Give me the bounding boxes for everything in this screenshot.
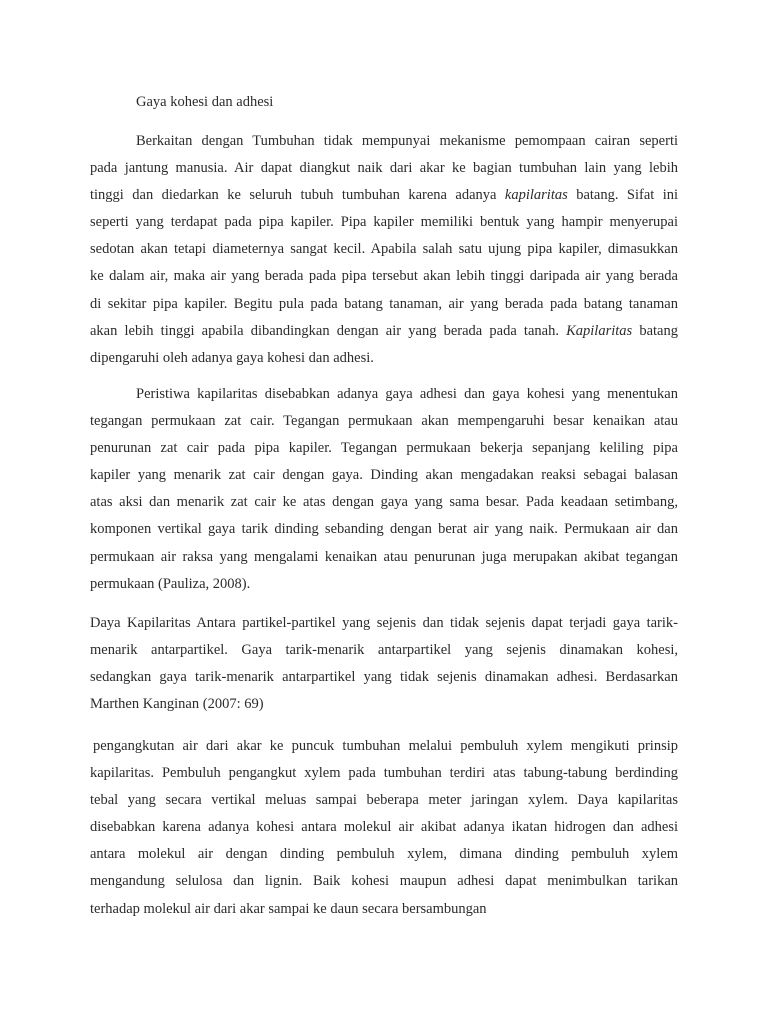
text-line: pada jantung manusia. Air dapat diangkut naik dari akar ke bagian tumbuhan lain yang lebih (90, 160, 678, 177)
paragraph-3 (90, 610, 678, 718)
text-line: menarik antarpartikel. Gaya tarik-menarik antarpartikel yang sejenis dinamakan kohesi, (90, 642, 678, 659)
text-line: pengangkutan air dari akar ke puncuk tumbuhan melalui pembuluh xylem mengikuti prinsip (93, 738, 678, 754)
text-line: sedotan akan tetapi diameternya sangat kecil. Apabila salah satu ujung pipa kapiler, dimasukkan (90, 241, 678, 258)
text-line: permukaan (Pauliza, 2008). (90, 575, 251, 592)
text-line: komponen vertikal gaya tarik dinding sebanding dengan berat air yang naik. Permukaan air dan (90, 521, 678, 538)
text-line: ke dalam air, maka air yang berada pada pipa tersebut akan lebih tinggi daripada air yang berada (90, 268, 678, 285)
paragraph-2 (90, 381, 678, 598)
text-line: mengandung selulosa dan lignin. Baik kohesi maupun adhesi dapat menimbulkan tarikan (90, 873, 678, 890)
text-line (90, 182, 678, 209)
text-line: disebabkan karena adanya kohesi antara molekul air akibat adanya ikatan hidrogen dan adhesi (90, 819, 678, 836)
text-line: penurunan zat cair pada pipa kapiler. Tegangan permukaan bekerja sepanjang keliling pipa (90, 440, 678, 457)
text-line: kapilaritas. Pembuluh pengangkut xylem pada tumbuhan terdiri atas tabung-tabung berdinding (90, 765, 678, 782)
text-run: batang (639, 322, 678, 339)
text-line: Peristiwa kapilaritas disebabkan adanya gaya adhesi dan gaya kohesi yang menentukan (136, 386, 678, 402)
text-run: tinggi dan diedarkan ke seluruh tubuh tumbuhan karena adanya (90, 187, 497, 204)
text-line: Daya Kapilaritas Antara partikel-partikel yang sejenis dan tidak sejenis dapat terjadi gaya tarik- (90, 615, 678, 631)
text-line: dipengaruhi oleh adanya gaya kohesi dan adhesi. (90, 349, 374, 366)
text-run: akan lebih tinggi apabila dibandingkan dengan air yang berada pada tanah. (90, 322, 559, 339)
text-line: seperti yang terdapat pada pipa kapiler. Pipa kapiler memiliki bentuk yang hampir menyerupai (90, 214, 678, 231)
text-line: kapiler yang menarik zat cair dengan gaya. Dinding akan mengadakan reaksi sebagai balasan (90, 467, 678, 484)
text-line (90, 318, 678, 345)
text-line: Marthen Kanginan (2007: 69) (90, 696, 264, 713)
text-line: di sekitar pipa kapiler. Begitu pula pada batang tanaman, air yang berada pada batang tanaman (90, 295, 678, 312)
paragraph-1 (90, 128, 678, 372)
text-line: Berkaitan dengan Tumbuhan tidak mempunyai mekanisme pemompaan cairan seperti (136, 133, 678, 149)
text-line: permukaan air raksa yang mengalami kenaikan atau penurunan juga merupakan akibat tegangan (90, 548, 678, 565)
text-line: terhadap molekul air dari akar sampai ke daun secara bersambungan (90, 900, 487, 917)
paragraph-4 (90, 733, 678, 923)
italic-term: Kapilaritas (566, 322, 633, 339)
text-line: tebal yang secara vertikal meluas sampai beberapa meter jaringan xylem. Daya kapilaritas (90, 792, 678, 809)
text-line: atas aksi dan menarik zat cair ke atas dengan gaya yang sama besar. Pada keadaan setimbang, (90, 494, 678, 511)
italic-term: kapilaritas (504, 187, 568, 204)
text-line: antara molekul air dengan dinding pembuluh xylem, dimana dinding pembuluh xylem (90, 846, 678, 863)
text-line: sedangkan gaya tarik-menarik antarpartikel yang tidak sejenis dinamakan adhesi. Berdasarkan (90, 669, 678, 686)
section-heading: Gaya kohesi dan adhesi (136, 94, 274, 110)
text-line: tegangan permukaan zat cair. Tegangan permukaan akan mempengaruhi besar kenaikan atau (90, 413, 678, 430)
text-run: batang. Sifat ini (576, 187, 679, 204)
